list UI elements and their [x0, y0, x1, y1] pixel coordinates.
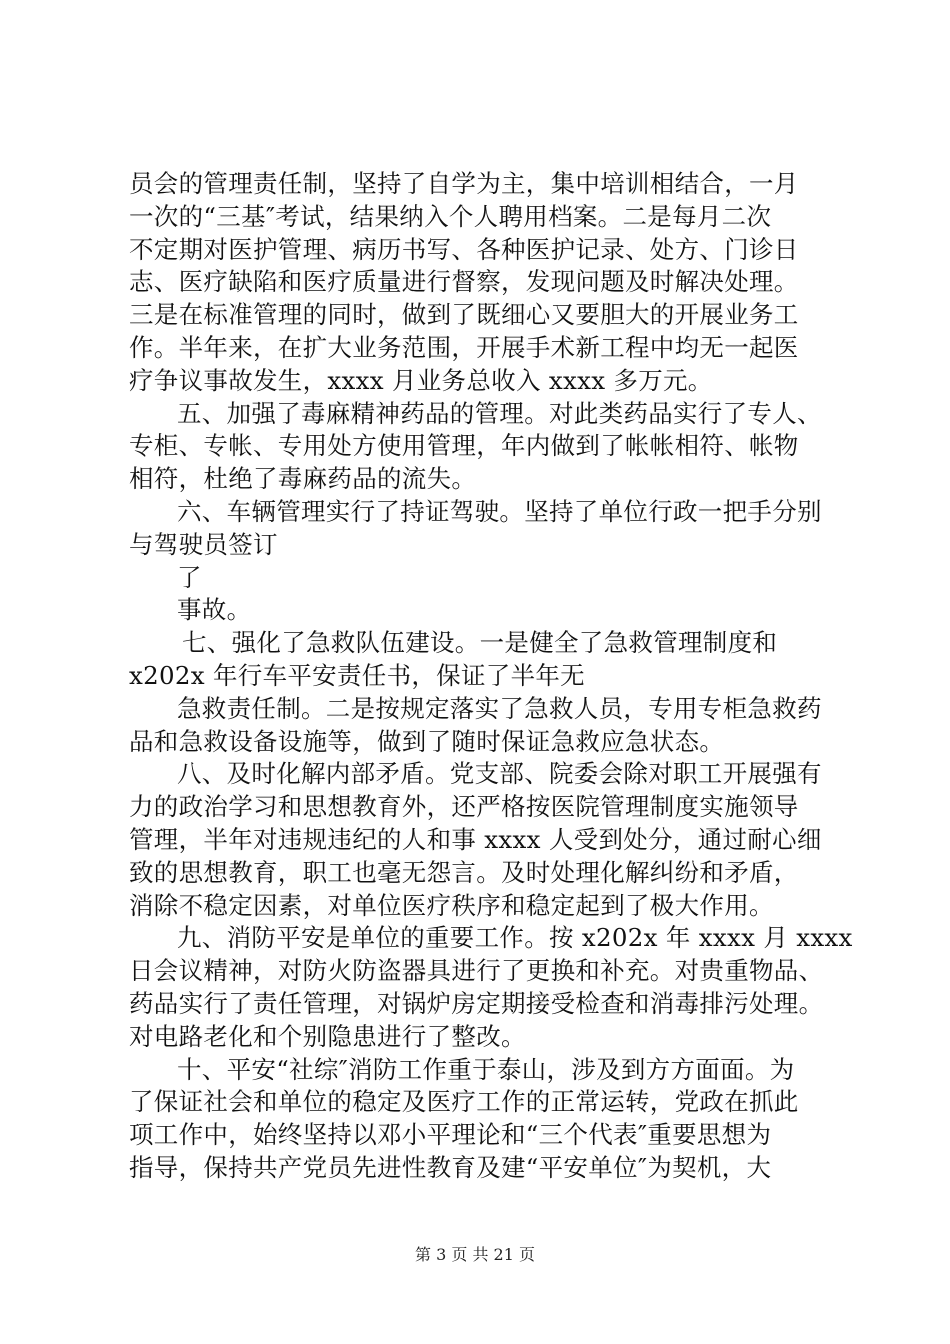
text-line: 三是在标准管理的同时，做到了既细心又要胆大的开展业务工: [129, 300, 799, 329]
paragraph-start-line: 九、消防平安是单位的重要工作。按 x202x 年 xxxx 月 xxxx: [177, 923, 853, 952]
text-line: 一次的“三基″考试，结果纳入个人聘用档案。二是每月二次: [129, 202, 772, 231]
text-line: 力的政治学习和思想教育外，还严格按医院管理制度实施领导: [129, 792, 799, 821]
page-number-footer: 第 3 页 共 21 页: [415, 1245, 535, 1264]
text-line: 疗争议事故发生，xxxx 月业务总收入 xxxx 多万元。: [129, 366, 713, 395]
text-line: 日会议精神，对防火防盗器具进行了更换和补充。对贵重物品、: [129, 956, 824, 985]
paragraph-start-line: 十、平安“社综″消防工作重于泰山，涉及到方方面面。为: [177, 1055, 795, 1084]
paragraph-start-line: 六、车辆管理实行了持证驾驶。坚持了单位行政一把手分别: [177, 497, 822, 526]
text-line: 作。半年来，在扩大业务范围，开展手术新工程中均无一起医: [129, 333, 799, 362]
text-line: 管理，半年对违规违纪的人和事 xxxx 人受到处分，通过耐心细: [129, 825, 822, 854]
text-line: 与驾驶员签订: [129, 530, 278, 559]
text-line: 品和急救设备设施等，做到了随时保证急救应急状态。: [129, 727, 725, 756]
text-line: 指导，保持共产党员先进性教育及建“平安单位″为契机，大: [129, 1153, 772, 1182]
text-line: 志、医疗缺陷和医疗质量进行督察，发现问题及时解决处理。: [129, 267, 799, 296]
text-line: 致的思想教育，职工也毫无怨言。及时处理化解纠纷和矛盾，: [129, 858, 799, 887]
text-line: 了: [177, 563, 202, 592]
text-line: x202x 年行车平安责任书，保证了半年无: [129, 661, 585, 690]
text-line: 项工作中，始终坚持以邓小平理论和“三个代表″重要思想为: [129, 1120, 772, 1149]
text-line: 对电路老化和个别隐患进行了整改。: [129, 1022, 526, 1051]
text-line: 事故。: [177, 595, 252, 624]
text-line: 消除不稳定因素，对单位医疗秩序和稳定起到了极大作用。: [129, 891, 774, 920]
text-line: 员会的管理责任制，坚持了自学为主，集中培训相结合，一月: [129, 169, 799, 198]
paragraph-start-line: 七、强化了急救队伍建设。一是健全了急救管理制度和: [182, 628, 778, 657]
paragraph-start-line: 八、及时化解内部矛盾。党支部、院委会除对职工开展强有: [177, 759, 822, 788]
text-line: 相符，杜绝了毒麻药品的流失。: [129, 464, 477, 493]
text-line: 专柜、专帐、专用处方使用管理，年内做到了帐帐相符、帐物: [129, 431, 799, 460]
text-line: 药品实行了责任管理，对锅炉房定期接受检查和消毒排污处理。: [129, 989, 824, 1018]
paragraph-start-line: 五、加强了毒麻精神药品的管理。对此类药品实行了专人、: [177, 399, 822, 428]
text-line: 不定期对医护管理、病历书写、各种医护记录、处方、门诊日: [129, 235, 799, 264]
text-line: 了保证社会和单位的稳定及医疗工作的正常运转，党政在抓此: [129, 1087, 799, 1116]
text-line: 急救责任制。二是按规定落实了急救人员，专用专柜急救药: [177, 694, 822, 723]
